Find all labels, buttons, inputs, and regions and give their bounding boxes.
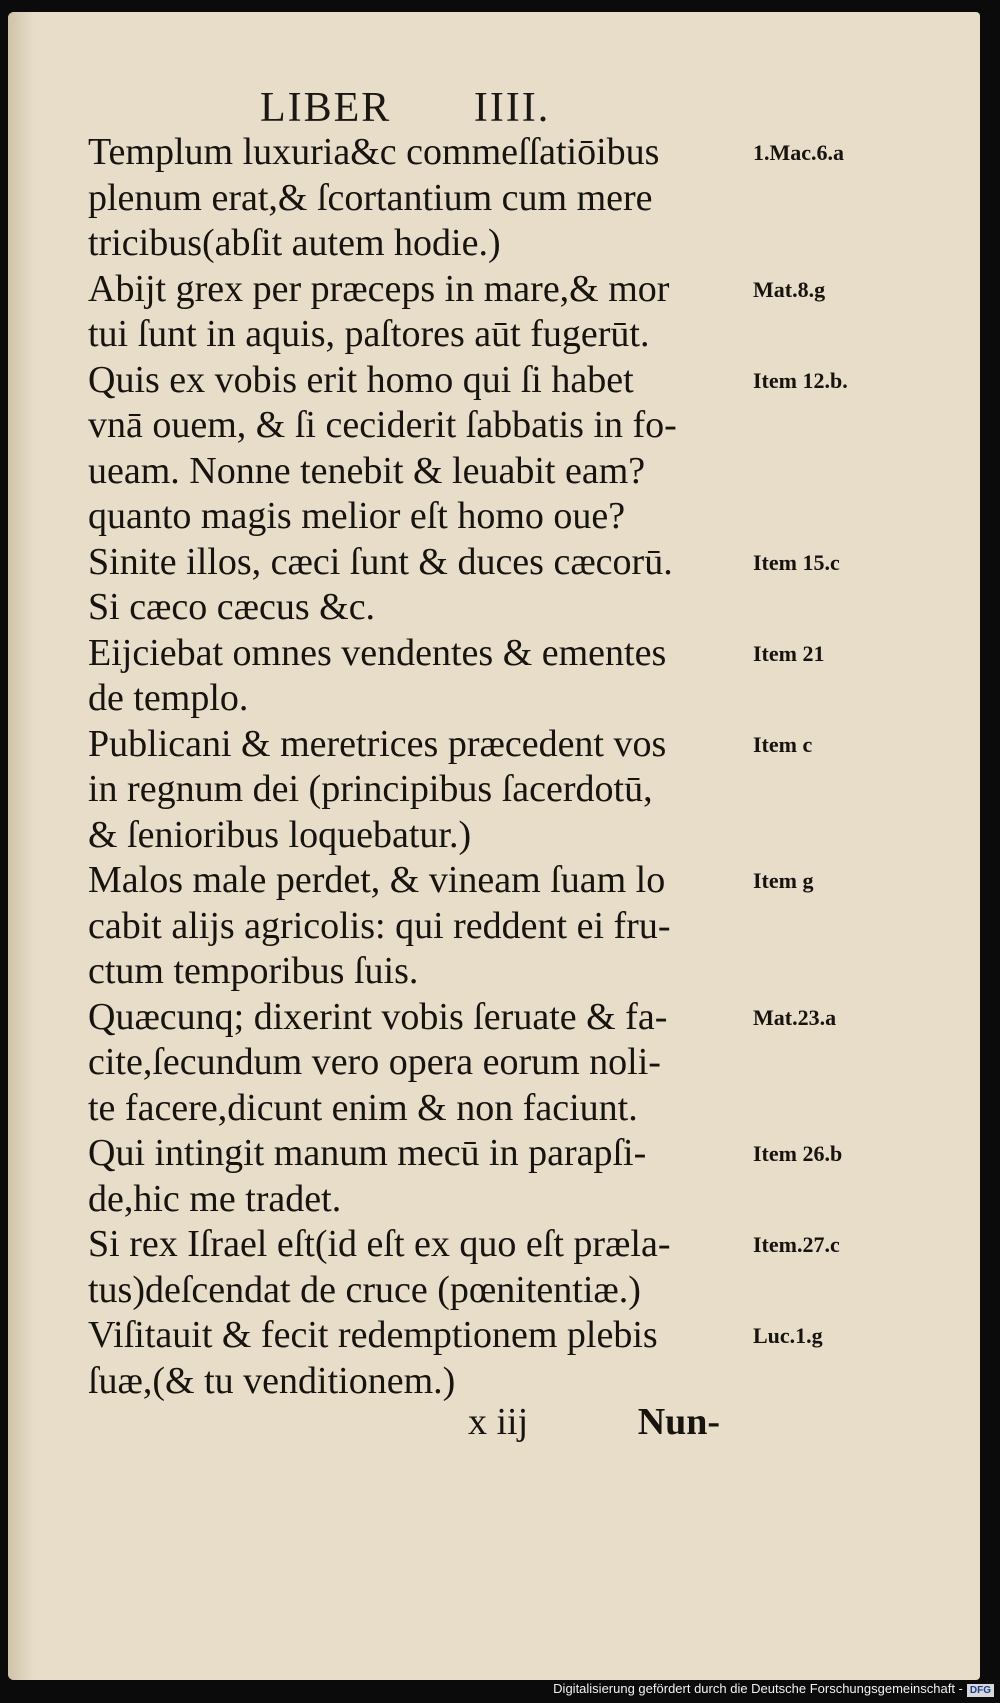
text-line: Viſitauit & fecit redemptionem plebis	[88, 1314, 658, 1356]
dfg-logo: DFG	[967, 1684, 994, 1697]
margin-note: Item 21	[753, 640, 825, 666]
margin-note	[753, 1086, 883, 1132]
text-line: in regnum dei (principibus ſacerdotū,	[88, 768, 653, 810]
margin-note	[753, 1268, 883, 1314]
text-line: Malos male perdet, & vineam ſuam lo	[88, 859, 666, 901]
margin-note	[753, 676, 883, 722]
text-line: de,hic me tradet.	[88, 1177, 342, 1220]
margin-note	[753, 312, 883, 358]
catchword: Nun-	[637, 1401, 721, 1443]
text-line: quanto magis melior eſt homo oue?	[88, 495, 626, 537]
margin-note	[753, 949, 883, 995]
header-book-number: IIII.	[473, 85, 551, 131]
text-line: Abijt grex per præceps in mare,& mor	[88, 267, 670, 310]
text-line: tus)deſcendat de cruce (pœnitentiæ.)	[88, 1268, 641, 1311]
text-line: Quis ex vobis erit homo qui ſi habet	[88, 358, 634, 401]
text-line: ſuæ,(& tu venditionem.)	[88, 1359, 456, 1402]
margin-note: Item c	[753, 731, 813, 757]
text-line: de templo.	[88, 677, 249, 719]
margin-note: Item 15.c	[753, 549, 840, 575]
text-line: Sinite illos, cæci ſunt & duces cæcorū.	[88, 540, 673, 583]
margin-note: 1.Mac.6.a	[753, 140, 845, 165]
margin-note: Item 26.b	[753, 1141, 843, 1166]
text-line: Quæcunq; dixerint vobis ſeruate & fa-	[88, 995, 668, 1038]
margin-note	[753, 1040, 883, 1086]
text-line: Qui intingit manum mecū in parapſi-	[88, 1132, 647, 1174]
page-footer	[468, 1400, 720, 1444]
margin-note	[753, 221, 883, 267]
text-line: te facere,dicunt enim & non faciunt.	[88, 1086, 638, 1129]
text-line: plenum erat,& ſcortantium cum mere	[88, 176, 653, 219]
margin-note	[753, 904, 883, 950]
margin-note	[753, 449, 883, 495]
margin-note	[753, 176, 883, 222]
text-line: Eijciebat omnes vendentes & ementes	[88, 631, 667, 674]
text-line: tricibus(abſit autem hodie.)	[88, 222, 501, 264]
text-line: vnā ouem, & ſi ceciderit ſabbatis in fo-	[88, 404, 677, 446]
margin-note: Mat.23.a	[753, 1004, 837, 1030]
text-line: ctum temporibus ſuis.	[88, 950, 419, 992]
margin-note	[753, 494, 883, 540]
text-line: cite,ſecundum vero opera eorum noli-	[88, 1041, 661, 1083]
page-gutter	[8, 12, 34, 1680]
text-line: tui ſunt in aquis, paſtores aūt fugerūt.	[88, 313, 650, 355]
text-line: Si cæco cæcus &c.	[88, 586, 376, 628]
margin-note	[753, 585, 883, 631]
margin-notes	[753, 130, 883, 1404]
margin-note: Item 12.b.	[753, 367, 848, 393]
text-line: Publicani & meretrices præcedent vos	[88, 722, 667, 765]
body-text	[88, 130, 753, 1404]
running-header	[260, 84, 550, 132]
margin-note: Item.27.c	[753, 1232, 840, 1257]
margin-note	[753, 1177, 883, 1223]
margin-note: Luc.1.g	[753, 1323, 823, 1348]
text-line: Si rex Iſrael eſt(id eſt ex quo eſt præla-	[88, 1223, 671, 1265]
margin-note: Mat.8.g	[753, 276, 826, 302]
text-line: & ſenioribus loquebatur.)	[88, 813, 472, 856]
margin-note	[753, 767, 883, 813]
credit-text: Digitalisierung gefördert durch die Deutsche Forschungsgemeinschaft -	[553, 1681, 963, 1696]
text-line: ueam. Nonne tenebit & leuabit eam?	[88, 449, 646, 492]
text-line: Templum luxuria&c commeſſatiōibus	[88, 131, 660, 173]
text-line: cabit alijs agricolis: qui reddent ei fru-	[88, 904, 671, 947]
margin-note	[753, 1359, 883, 1405]
header-title: LIBER	[260, 85, 392, 131]
digitization-credit	[553, 1681, 994, 1697]
margin-note: Item g	[753, 868, 814, 893]
margin-note	[753, 403, 883, 449]
signature-mark: x iij	[468, 1401, 529, 1443]
margin-note	[753, 813, 883, 859]
book-page	[8, 12, 980, 1680]
